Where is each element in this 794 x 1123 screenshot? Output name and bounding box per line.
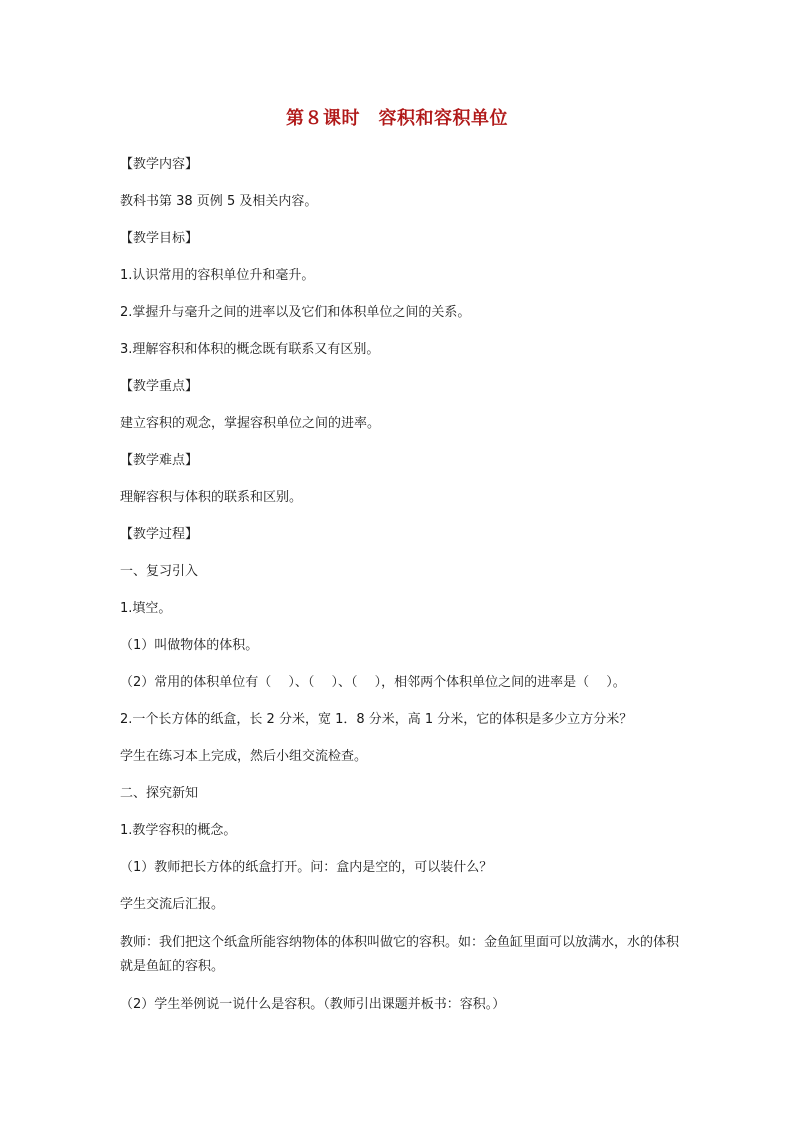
goal-item: 1.认识常用的容积单位升和毫升。 [120,268,315,283]
exercise-item: 2.一个长方体的纸盒，长 2 分米，宽 1．8 分米，高 1 分米，它的体积是多少立方分米？ [120,712,633,727]
paragraph: 教师：我们把这个纸盒所能容纳物体的体积叫做它的容积。如：金鱼缸里面可以放满水，水的体积就是鱼缸的容积。 [120,935,680,974]
section-heading-goals: 【教学目标】 [120,231,199,246]
goal-item: 3.理解容积和体积的概念既有联系又有区别。 [120,342,380,357]
paragraph: 建立容积的观念，掌握容积单位之间的进率。 [120,416,381,431]
goal-item: 2.掌握升与毫升之间的进率以及它们和体积单位之间的关系。 [120,305,471,320]
paragraph: （1）教师把长方体的纸盒打开。问：盒内是空的，可以装什么？ [120,860,493,875]
paragraph: 教科书第 38 页例 5 及相关内容。 [120,194,318,209]
section-heading-difficulties: 【教学难点】 [120,453,199,468]
sub-heading: 一、复习引入 [120,564,199,579]
section-heading-process: 【教学过程】 [120,527,199,542]
paragraph: 1.教学容积的概念。 [120,823,237,838]
paragraph: 学生在练习本上完成，然后小组交流检查。 [120,749,368,764]
exercise-item: （1）叫做物体的体积。 [120,638,259,653]
section-heading-content: 【教学内容】 [120,157,199,172]
paragraph: （2）学生举例说一说什么是容积。（教师引出课题并板书：容积。） [120,997,506,1012]
lesson-title: 第８课时 容积和容积单位 [286,108,508,129]
exercise-item: 1.填空。 [120,601,172,616]
section-heading-key-points: 【教学重点】 [120,379,199,394]
paragraph: 理解容积与体积的联系和区别。 [120,490,303,505]
paragraph: 学生交流后汇报。 [120,897,225,912]
lesson-body [120,154,680,1031]
sub-heading: 二、探究新知 [120,786,199,801]
exercise-item: （2）常用的体积单位有（ ）、（ ）、（ ），相邻两个体积单位之间的进率是（ ）。 [120,675,626,690]
